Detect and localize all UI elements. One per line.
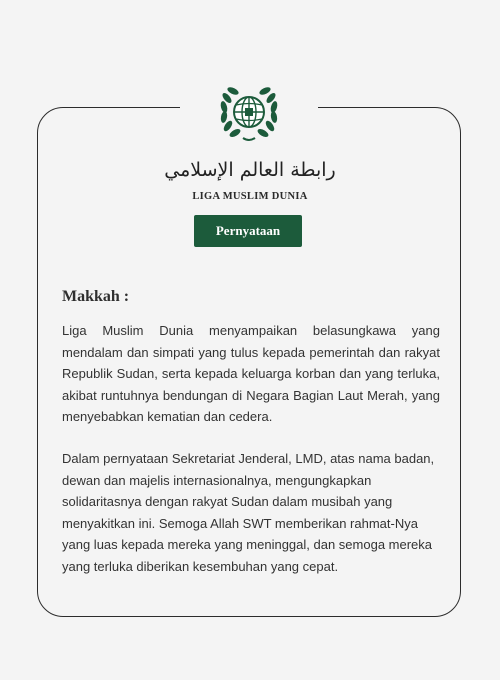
statement-paragraph-2: Dalam pernyataan Sekretariat Jenderal, LMD, atas nama badan, dewan dan majelis internasionalnya, mengungkapkan solidaritasnya dengan rakyat Sudan dalam musibah yang menyakitkan ini. Semoga Allah SWT memberikan rahmat-Nya yang luas kepada mereka yang meninggal, dan semoga mereka yang terluka diberikan kesembuhan yang cepat. [62,451,435,574]
statement-paragraph-1: Liga Muslim Dunia menyampaikan belasungkawa yang mendalam dan simpati yang tulus kepada pemerintah dan rakyat Republik Sudan, serta kepada keluarga korban dan yang terluka, akibat runtuhnya bendungan di Negara Bagian Laut Merah, yang menyebabkan kematian dan cedera. [62,323,440,425]
mwl-emblem-icon [219,80,279,144]
arabic-name-calligraphy [164,148,336,188]
organization-name: LIGA MUSLIM DUNIA [192,191,308,202]
svg-text:رابطة العالم الإسلامي: رابطة العالم الإسلامي [164,159,336,181]
dateline-place: Makkah : [62,288,130,305]
statement-badge: Pernyataan [194,215,302,247]
